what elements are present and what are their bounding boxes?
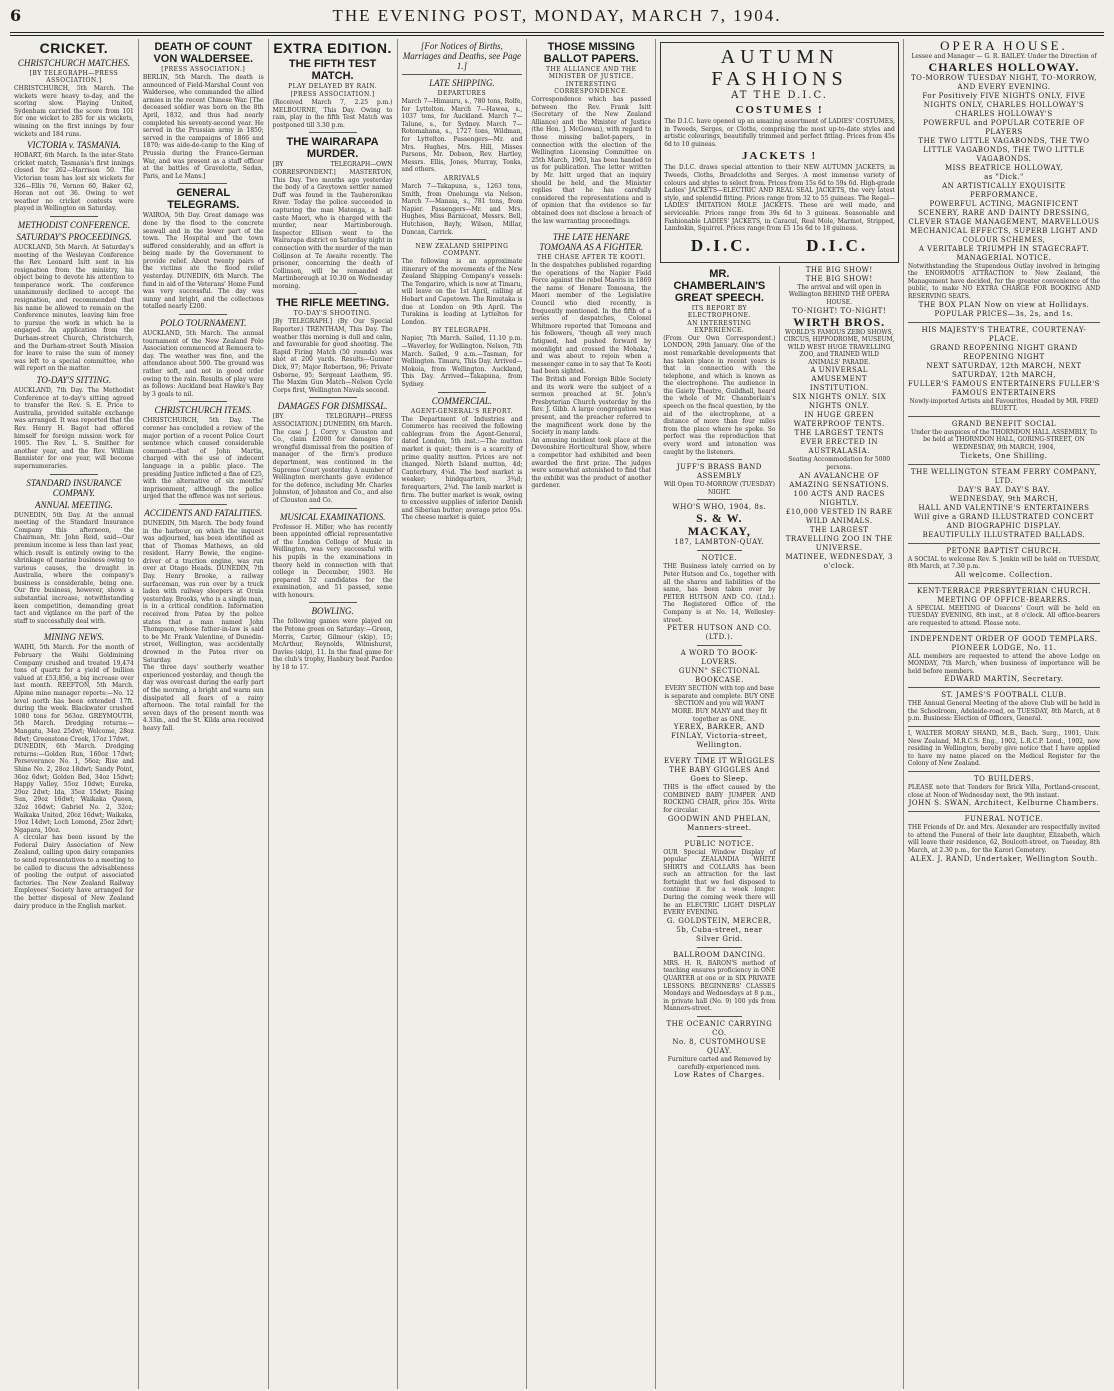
article-text: AUCKLAND, 5th March. At Saturday's meeting of the Wesleyan Conference the Rev. Leonard Isitt sent in his resignation from the ministry, his object being to devote his attention to temperance work. The conference unanimously declined to accept the resignation, and recommended that his name be allowed to remain on the Conference minutes, leaving him free to pursue the work in which he is engaged. An application from the Durham-street Church, Christchurch, and the Durham-street South Mission for leave to raise the sum of money was left to a special committee, who will report on the matter. (14, 243, 134, 373)
article-text: DUNEDIN, 5th March. The body found in the harbour, on which the inquest was adjourned, has been identified as that of Thomas Mathews, an old resident. Harry Bowie, the engine-driver of a traction engine, was run over at Otago Heads. DUNEDIN, 7th Day. Henry Brooke, a railway surfaceman, was run over by a truck laden with railway sleepers at Oruia yesterday. Brooks, who is a single man, is in a critical condition. Information received from Patea by the police states that a man named John Thompson, whose father-in-law is said to be Mr. Frank Valentine, of Dunedin-street, Wellington, was accidentally drowned in the Patea river on Saturday. (142, 519, 264, 664)
templars-signature: EDWARD MARTIN, Secretary. (944, 675, 1064, 684)
article-text: DUNEDIN, 5th Day. At the annual meeting of the Standard Insurance Company this afternoon, the Chairman, Mr. John Reid, said—Our premium income is less than last year, which result is entirely owing to the shrinkage of marine business owing to various causes, the drought in Australia, where the company's business is considerable, being one. Our fire business, however, shows a substantial increase, notwithstanding keen competition, demanding great tact and vigilance on the part of the staff to successfully deal with. (14, 511, 134, 625)
tickets-line: Tickets, One Shilling. (960, 451, 1048, 460)
builders-signature: JOHN S. SWAN, Architect, Kelburne Chambers. (908, 799, 1100, 808)
big-show-a: THE BIG SHOW! (805, 265, 873, 274)
lessee-line: Lessee and Manager — G. R. BAILEY. Under the Direction of (911, 53, 1097, 60)
article-text: WAIHI, 5th March. For the month of February the Waihi Goldmining Company crushed and treated 19,474 tons of quartz for a yield of bullion valued at £53,856, a big increase over last month. REEFTON, 5th March. Alpine mine manager reports:—No. 12 level north has been extended 17ft. during the week. Blackwater crushed 1080 tons for 563oz. GREYMOUTH, 5th March. Dredging returns:—Mangatu, 34oz 25dwt; Welcome, 28oz 8dwt; Greenstone Creek, 17oz 17dwt. (14, 644, 134, 743)
damages-heading: DAMAGES FOR DISMISSAL. (277, 401, 388, 412)
dic-logo-row (664, 236, 895, 256)
cricket-heading: CRICKET. (39, 40, 109, 56)
tomoana-heading: THE LATE HENARE TOMOANA AS A FIGHTER. (539, 232, 644, 253)
mining-heading: MINING NEWS. (43, 632, 104, 643)
beatrice-line: MISS BEATRICE HOLLOWAY, (945, 163, 1063, 172)
tents-line: IN HUGE GREEN WATERPROOF TENTS. (793, 411, 885, 429)
carrying-heading: THE OCEANIC CARRYING CO. (666, 1020, 773, 1037)
methodist-subheading: SATURDAY'S PROCEEDINGS. (16, 231, 132, 242)
tonight-line: TO-NIGHT! TO-NIGHT! (792, 306, 887, 315)
article-text: March 7—Takapuna, s., 1263 tons, Smith, from Onehunga via Nelson. March 7—Manaia, s., 781 tons, from Napier. Passengers—Mr. and Mrs. Hughes, Miss Barnicoat, Messrs. Bell, Hutchison, Bayly, Wilson, Millar, Duncan, Carrick. (401, 182, 523, 236)
football-heading: ST. JAMES'S FOOTBALL CLUB. (941, 691, 1067, 700)
column-4 (398, 39, 528, 1389)
ferry-heading: THE WELLINGTON STEAM FERRY COMPANY, LTD. (910, 467, 1097, 485)
tomoana-subheading: THE CHASE AFTER TE KOOTI. (536, 254, 646, 262)
advert-text: PLEASE note that Tenders for Brick Villa, Portland-crescent, close at Noon of Wednesday next, the 9th instant. (907, 784, 1101, 799)
welcome-line: All welcome. Collection. (955, 570, 1053, 579)
notice-heading: NOTICE. (701, 554, 738, 563)
article-text: The following is an approximate itinerary of the movements of the New Zealand Shipping Company's vessels: The Tongariro, which is now at Timaru, will leave on the 1st April, calling at Hobart and Capetown. The Rimutaka is due at London on 9th April. The Turakina is loading at Lyttelton for London. (401, 258, 523, 326)
templars-heading: INDEPENDENT ORDER OF GOOD TEMPLARS. (910, 634, 1098, 643)
ballot-subheading: THE ALLIANCE AND THE MINISTER OF JUSTICE. (545, 66, 637, 80)
advert-text: WORLD'S FAMOUS ZERO SHOWS, CIRCUS, HIPPODROME, MUSEUM, WILD WEST HUGE TRAVELLING ZOO, and TRAINED WILD ANIMALS' PARADE. (783, 328, 895, 366)
article-text: [BY TELEGRAPH—OWN CORRESPONDENT.] MASTERTON, This Day. Two months ago yesterday the body of a Greytown settler named Duff was found in the Tauherenikau River. Today the police succeeded in capturing the man Matenga, a half-caste Maori, who is charged with the murder, near Martinborough. Inspector Ellison went to the Wairarapa district on Saturday night in connection with the murder of the man Collinson at Te Awaite recently. The prisoner, concerning the death of Collinson, will be remanded at Martinborough at 10.30 on Wednesday morning. (272, 161, 393, 290)
wairarapa-murder-heading: THE WAIRARAPA MURDER. (286, 136, 379, 161)
kent-heading: KENT-TERRACE PRESBYTERIAN CHURCH. (916, 586, 1091, 595)
article-text: In the despatches published regarding the operations of the Napier Field Force against the rebel Maoris in 1869 the name of Henare Tomoana, the Maori member of the Legislative Council who died recently, is frequently mentioned. In the fifth of a series of despatches, Colonel Whitmore reported that Tomoana and his followers, 'though all very much fatigued, had pushed forward by moonlight and crossed the Mohaka,' and was about to rejoin when a messenger came in to say that Te Kooti had been sighted. (531, 262, 652, 376)
press-byline: [BY TELEGRAPH—PRESS ASSOCIATION.] (29, 70, 119, 84)
todays-sitting-heading: TO-DAY'S SITTING. (36, 375, 112, 385)
wednesday-line: WEDNESDAY, 9th MARCH, (949, 494, 1059, 503)
polo-heading: POLO TOURNAMENT. (160, 318, 247, 329)
zoo-line: THE LARGEST TRAVELLING ZOO IN THE UNIVERSE. (785, 525, 893, 552)
ballads-line: BEAUTIFULLY ILLUSTRATED BALLADS. (922, 530, 1086, 539)
beatrice-role: as "Dick." (984, 172, 1024, 181)
article-text: A circular has been issued by the Federal Dairy Association of New Zealand, calling upon dairy companies to send representatives to a meeting to be called to discuss the advisableness of pooling the output of associated factories. The New Zealand Railway Employees' Society have arranged for the better disposal of New Zealand dairy produce in the English market. (14, 834, 134, 910)
masthead (10, 6, 1104, 33)
largest-tents-line: THE LARGEST TENTS EVER ERECTED IN AUSTRALASIA. (794, 429, 884, 456)
article-text: The three days' southerly weather experienced yesterday, and though the day was overcast during the early part of the morning, a bright and warm sun dissipated all fears of a rainy afternoon. The total rainfall for the seven days of the present month was 4.33in., and the St. Kilda area received heavy fall. (142, 664, 264, 732)
holloway-name: CHARLES HOLLOWAY. (928, 59, 1080, 74)
advert-text: Notwithstanding the Stupendous Outlay involved in bringing the ENORMOUS ATTRACTION to New Zealand, the Management have decided, for the greater convenience of the public, to make NO EXTRA CHARGE FOR BOOKING AND RESERVING SEATS. (907, 262, 1101, 300)
advert-text: ALL members are requested to attend the above Lodge on MONDAY, 7th March, when business of importance will be held before members. (907, 652, 1101, 675)
benefit-heading: GRAND BENEFIT SOCIAL (951, 419, 1057, 428)
popular-prices-line: POPULAR PRICES—3s, 2s, and 1s. (934, 309, 1074, 318)
next-saturday-line: NEXT SATURDAY, 12th MARCH, NEXT SATURDAY, 12th MARCH, (926, 361, 1082, 379)
press-byline: [PRESS ASSOCIATION.] (161, 66, 246, 73)
column-1 (10, 39, 139, 1389)
advert-text: I, WALTER MORAY SHAND, M.B., Bach. Surg., 1901, Univ. New Zealand, M.R.C.S. Eng., 1902, L.R.C.P. Lond., 1902, now residing in Wellington, hereby give notice that I have applied to have my name placed on the Medical Register for the Colony of New Zealand. (907, 730, 1101, 768)
veritable-line: A VERITABLE TRIUMPH IN STAGECRAFT. (918, 244, 1089, 253)
box-plan-line: THE BOX PLAN Now on view at Hollidays. (918, 300, 1090, 309)
article-text: DUNEDIN, 6th March. Dredging returns:—Golden Run, 160oz 17dwt; Perseverance No. 1, 56oz; Rise and Shine No. 2, 28oz 18dwt; Sandy Point, 36oz 6dwt; Golden Bed, 34oz 15dwt; Happy Valley, 55oz 10dwt; Eureka, 29oz 2dwt; Ida, 35oz 15dwt; Rising Sun, 29oz 16dwt; Waikaka Queen, 32oz 16dwt; Gabriel No. 2, 32oz; Waikaka United, 20oz 16dwt; Waikaka, 19oz 14dwt; Loch Lomond, 25oz 2dwt; Ngapara, 10oz. (14, 743, 134, 834)
petone-heading: PETONE BAPTIST CHURCH. (946, 546, 1062, 555)
advert-text: Under the auspices of the THORNDON HALL ASSEMBLY, To be held at THORNDON HALL, GORING-STREET, ON WEDNESDAY, 9th MARCH, 1904, (911, 428, 1097, 451)
biographic-line: AND BIOGRAPHIC DISPLAY. (946, 521, 1062, 530)
his-majestys-heading: HIS MAJESTY'S THEATRE, COURTENAY-PLACE. (921, 325, 1087, 343)
whos-who-heading: WHO'S WHO, 1904, 8s. (672, 503, 767, 512)
article-text: AUCKLAND, 5th March. The annual tournament of the New Zealand Polo Association commenced at Remuera to-day. The weather was fine, and the attendance about 500. The ground was rather soft, and not in good order owing to the rain. Results of play were as follows: Auckland beat Hawke's Bay by 3 goals to nil. (142, 330, 264, 398)
bowling-heading: BOWLING. (311, 606, 354, 617)
dic-logo-left: D.I.C. (690, 235, 753, 255)
article-text: The British and Foreign Bible Society and its work were the subject of a sermon preached at St. John's Presbyterian Church yesterday by the Rev. J. Gibb. A large congregation was present, and the preacher referred to the magnificent work done by the Society in many lands. (531, 376, 652, 437)
big-show-b: THE BIG SHOW! (805, 274, 873, 283)
hall-valentine-line: HALL AND VALENTINE'S ENTERTAINERS (918, 503, 1090, 512)
rain-subheading: PLAY DELAYED BY RAIN. (288, 83, 378, 90)
advert-text: Newly-imported Artists and Favourites, Headed by MR. FRED BLUETT. (909, 397, 1099, 413)
article-text: WAIROA, 5th Day. Great damage was done by the flood to the concrete seawall and in the lower part of the town. The Hospital and the town suffered considerably, and an effort is being made by the Government to provide relief. About twenty pairs of the victims ate the flood relief yesterday. DUNEDIN, 6th March. The fund in aid of the Veterans' Home Fund was very successful. The day was sunny and bright, and the collections totalled nearly £200. (142, 212, 264, 311)
ballot-heading: THOSE MISSING BALLOT PAPERS. (543, 41, 639, 65)
mackay-name: S. & W. MACKAY, (687, 511, 751, 539)
article-text: The following games were played on the Petone green on Saturday:—Green, Morris, Carter, Gilmour (skip), 15; McArthur, Reynolds, Wilmshurst, Davies (skip), 11. In the final game for the club's trophy, Hanbury beat Pardoe by 18 to 17. (272, 618, 393, 672)
advert-text: THE Friends of Dr. and Mrs. Alexander are respectfully invited to attend the Funeral of their late daughter, Elizabeth, which will leave their residence, 62, Boulcott-street, on Tuesday, 8th March, at 2.30 p.m., for the Karori Cemetery. (907, 824, 1101, 854)
column-2 (139, 39, 269, 1389)
autumn-fashions-at: AT THE D.I.C. (731, 90, 828, 101)
six-nights-line: SIX NIGHTS ONLY. SIX NIGHTS ONLY. (792, 393, 887, 411)
tomorrow-line: TO-MORROW TUESDAY NIGHT, TO-MORROW, AND EVERY EVENING. (910, 73, 1097, 91)
advert-text: EVERY SECTION with top and base is separate and complete. BUY ONE SECTION and you will WANT MORE. BUY MANY and they fit together as ONE. (664, 685, 775, 723)
births-note: [For Notices of Births, Marriages and Deaths, see Page 1.] (402, 41, 522, 71)
newspaper-title: THE EVENING POST, MONDAY, MARCH 7, 1904. (332, 6, 782, 25)
article-text: CHRISTCHURCH, 5th Day. The coroner has concluded a review of the major portion of a recent Police Court sentence which caused considerable comment—that of John Martin, charged with the use of indecent language in a public place. The presiding Justice inflicted a fine of £25, with the alternative of six months' imprisonment, although the police urged that the offence was not serious. (142, 417, 264, 501)
advert-text: The D.I.C. have opened up an amazing assortment of LADIES' COSTUMES, in Tweeds, Serges, or Cloths, comprising the most up-to-date styles and artistic colourings, beautifully trimmed and perfect fitting. Prices from 45s 6d to 10 guineas. (664, 118, 895, 148)
money-line: £10,000 VESTED IN RARE WILD ANIMALS. (785, 507, 893, 525)
hutson-signature: PETER HUTSON AND CO. (LTD.). (667, 624, 772, 642)
jackets-heading: JACKETS ! (741, 150, 818, 163)
advert-text: THE Annual General Meeting of the above Club will be held in the Schoolroom, Adelaide-road, on TUESDAY, 8th March, at 8 p.m. Business: Election of Officers, General. (907, 700, 1101, 723)
article-text: The Department of Industries and Commerce has received the following cablegram from the Agent-General, dated London, 5th inst.:—The mutton market is quiet; there is a scarcity of prime quality mutton. Prices are not changed. North Island mutton, 4d; Canterbury, 4¼d. The beef market is weaker; hindquarters, 3¾d; forequarters, 2¾d. The lamb market is firm. The butter market is weak, owing to excessive supplies of inferior Danish and Siberian butter; average price 95s. The cheese market is quiet. (401, 415, 523, 522)
article-text: HOBART, 6th March. In the inter-State cricket match, Tasmania's first innings closed for 262—Harrison 50. The Victorian team has lost six wickets for 326—Ellis 76, Vernon 60, Baker 62, Horan not out 36. Owing to wet weather no cricket contests were played in Wellington on Saturday. (14, 152, 134, 213)
acts-line: 100 ACTS AND RACES NIGHTLY. (793, 489, 885, 507)
advert-text: A SPECIAL MEETING of Deacons' Court will be held on TUESDAY EVENING, 8th inst., at 8 o'clock. All office-bearers are requested to attend. Please note. (907, 604, 1101, 627)
christchurch-items-heading: CHRISTCHURCH ITEMS. (154, 405, 253, 416)
funeral-signature: ALEX. J. RAND, Undertaker, Wellington South. (910, 854, 1098, 863)
rifle-meeting-heading: THE RIFLE MEETING. (276, 297, 390, 310)
shipping-heading: LATE SHIPPING. (429, 78, 495, 88)
standard-insurance-heading: STANDARD INSURANCE COMPANY. (26, 477, 122, 498)
article-text: (Received March 7, 2.25 p.m.) MELBOURNE, This Day. Owing to rain, play in the fifth Test Match was postponed till 3.30 p.m. (272, 99, 393, 129)
article-text: Correspondence which has passed between the Rev. Frank Isitt (Secretary of the New Zealand Alliance) and the Minister of Justice (the Hon. J. McGowan), with regard to those missing ballot-papers, in connection with the election of the Wellington Licensing Committee on 25th March, 1903, has been handed to us for publication. The letter written by Mr. Isitt urged that an inquiry should be held, and the Minister replies that he has carefully considered the representations and is of opinion that the evidence so far obtained does not disclose a breach of the law warranting proceedings. (531, 96, 652, 225)
column-6-left (660, 266, 779, 1080)
wirth-bros-name: WIRTH BROS. (793, 314, 886, 329)
chamberlain-heading: MR. CHAMBERLAIN'S GREAT SPEECH. (673, 267, 766, 304)
chamberlain-subheading-2: AN INTERESTING EXPERIENCE. (687, 319, 752, 334)
yerex-signature: YEREX, BARKER, AND FINLAY, Victoria-street, Wellington. (671, 723, 768, 750)
templars-subheading: PIONEER LODGE, No. 11. (951, 643, 1057, 652)
advert-text: THIS is the effect caused by the COMBINED BABY JUMPER AND ROCKING CHAIR, price 35s. Write for circular. (663, 784, 776, 814)
vagabonds-line: THE TWO LITTLE VAGABONDS, THE TWO LITTLE VAGABONDS, THE TWO LITTLE VAGABONDS. (918, 136, 1090, 163)
musical-heading: MUSICAL EXAMINATIONS. (279, 511, 386, 522)
rates-line: Low Rates of Charges. (673, 1071, 765, 1080)
advert-text: MRS. H. R. BARON'S method of teaching ensures proficiency in ONE QUARTER at one or in SIX PRIVATE LESSONS. BEGINNERS' CLASSES Mondays and Wednesdays at 8 p.m., in private hall (No. 9) 100 yds from Manners-street. (663, 959, 776, 1013)
nzs-heading: NEW ZEALAND SHIPPING COMPANY. (415, 243, 509, 258)
cricket-subheading: CHRISTCHURCH MATCHES. (17, 58, 130, 68)
goodwin-signature: GOODWIN AND PHELAN, Manners-street. (667, 814, 771, 832)
ballot-subheading-2: INTERESTING CORRESPONDENCE. (554, 81, 629, 95)
victoria-heading: VICTORIA v. TASMANIA. (27, 140, 121, 151)
chamberlain-subheading: ITS REPORT BY ELECTROPHONE. (687, 304, 751, 319)
baby-heading: EVERY TIME IT WRIGGLES THE BABY GIGGLES And Goes to Sleep. (663, 757, 775, 784)
fifth-test-heading: THE FIFTH TEST MATCH. (288, 58, 377, 82)
public-notice-heading: PUBLIC NOTICE. (684, 839, 755, 848)
methodist-heading: METHODIST CONFERENCE. (17, 219, 131, 230)
funeral-heading: FUNERAL NOTICE. (964, 815, 1044, 824)
autumn-fashions-title: AUTUMN FASHIONS (711, 46, 848, 90)
article-text: CHRISTCHURCH, 5th March. The wickets were heavy to-day, and the scoring slow. Playing United, Sydenham carried the score from 101 for one wicket to 285 for six wickets, winning on the first innings by four wickets and 184 runs. (14, 85, 134, 138)
artistic-line: AN ARTISTICALLY EXQUISITE PERFORMANCE. (942, 181, 1066, 199)
costumes-heading: COSTUMES ! (735, 104, 824, 116)
telegraph-heading: BY TELEGRAPH. (432, 327, 492, 335)
advert-text: Will Open TO-MORROW (TUESDAY) NIGHT. (663, 481, 775, 496)
universal-line: A UNIVERSAL AMUSEMENT INSTITUTION. (809, 366, 869, 393)
goldstein-signature: G. GOLDSTEIN, MERCER, 5b, Cuba-street, near Silver Grid. (666, 916, 772, 943)
dic-fashion-advert (660, 42, 899, 263)
carrying-address: No. 8, CUSTOMHOUSE QUAY. (672, 1038, 767, 1055)
dic-logo-right: D.I.C. (806, 235, 869, 255)
article-text: (From Our Own Correspondent.) LONDON, 29th January. One of the most remarkable developments that has taken place in recent years is that in connection with the telephone, and which is known as the electrophone. The audience in the Gaiety Theatre, Guildhall, heard the whole of Mr. Chamberlain's speech on the fiscal question, by the aid of the electrophone, at a distance of more than four miles from the place where he spoke. So perfect was the reproduction that every word and intonation was caught by the listeners. (663, 334, 776, 456)
press-byline: [PRESS ASSOCIATION.] (290, 91, 375, 98)
reopening-line: GRAND REOPENING NIGHT GRAND REOPENING NIGHT (930, 343, 1078, 361)
commercial-subheading: AGENT-GENERAL'S REPORT. (410, 407, 513, 415)
column-5 (527, 39, 656, 1389)
advert-text: The D.I.C. draws special attention to their NEW AUTUMN JACKETS, in Tweeds, Cloths, Broadcloths and Serges. A most immense variety of colours and styles to select from. Prices from 15s 6d to 59s 6d. High-grade Ladies' JACKETS—ELECTRIC AND REAL SEAL JACKETS, the very latest style, and splendid fitting. Prices range from 32 to 55 guineas. The Regal—LADIES' IMITATION MOLE JACKETS. These are well made, and serviceable. Prices range from 39s 6d to 3 guineas. Seasonable and Fashionable LADIES' JACKETS, in Caracul, Real Mole, Marmot, Stripped, Lambskin, Squirrel. Prices range from £5 15s 6d to 18 guineas. (664, 164, 895, 233)
article-text: An amusing incident took place at the Devonshire Horticultural Show, where a competitor had exhibited and been awarded the first prize. The judges were somewhat astonished to find that the exhibit was the product of another gardener. (531, 436, 652, 490)
advert-text: A SOCIAL to welcome Rev. S. Jenkin will be held on TUESDAY, 8th March, at 7.30 p.m. (907, 555, 1101, 571)
article-text: AUCKLAND, 7th Day. The Methodist Conference at to-day's sitting agreed to transfer the Rev. S. E. Price to Australia, provided suitable exchange was arranged. It was reported that the Rev. Henry H. Bagot had offered himself for foreign mission work for 1905. The Rev. L. S. Smither for another year, and the Rev. William Bannister for one year, will become supernumeraries. (14, 387, 134, 470)
column-6-right (780, 266, 899, 1080)
days-bay-line: DAY'S BAY. DAY'S BAY. (957, 485, 1051, 494)
article-text: BERLIN, 5th March. The death is announced of Field-Marshal Count von Waldersee, who commanded the allied armies in the recent Chinese War. [The deceased soldier was born on the 8th April, 1832, and thus had nearly completed his seventy-second year. He served in the Prussian army in 1850; served in the campaigns of 1866 and 1870; was aide-de-camp to the King of Prussia during the Franco-German War, and was present as a staff officer at the battles of Gravelotte, Sedan, Paris, and Le Mans.] (142, 74, 264, 180)
arrivals-label: ARRIVALS (443, 174, 480, 182)
managerial-heading: MANAGERIAL NOTICE. (956, 253, 1052, 262)
standard-insurance-subheading: ANNUAL MEETING. (35, 499, 113, 510)
accidents-heading: ACCIDENTS AND FATALITIES. (144, 507, 263, 518)
matinee-line: MATINEE, WEDNESDAY, 3 o'clock. (785, 552, 893, 570)
column-6-split (660, 266, 899, 1080)
article-text: March 7—Himauru, s., 780 tons, Rolfe, for Lyttelton. March 7—Hawea, s., 1037 tons, for Auckland. March 7—Talune, s., for Sydney. March 7—Rotomahana, s., 1727 tons, Wildman, for Lyttelton. Passengers—Mr. and Mrs. Hughes, Mrs. Hill, Misses Parsons, Mr. Dobson, Rev. Hartley, Messrs. Ellis, Jones, Murray, Tonks, and others. (401, 98, 523, 174)
grand-concert-line: Will give a GRAND ILLUSTRATED CONCERT (913, 512, 1094, 521)
mackay-address: 187, LAMBTON-QUAY. (674, 538, 765, 547)
article-text: [BY TELEGRAPH—PRESS ASSOCIATION.] DUNEDIN, 6th March. The case J. J. Corry v. Clouston and Co., claim £2000 for damages for wrongful dismissal from the position of manager of the firm's produce department, was continued in the Supreme Court yesterday. A number of Wellington merchants gave evidence for the defence, including Mr. Charles Johnston, of Johnston and Co., and also of Clouston and Co. (272, 413, 393, 504)
opera-house-heading: OPERA HOUSE. (940, 39, 1068, 53)
cast-line: POWERFUL ACTING, MAGNIFICENT SCENERY, RARE AND DAINTY DRESSING, CLEVER STAGE MANAGEMENT, MARVELLOUS MECHANICAL EFFECTS, SUPERB LIGHT AND COLOUR SCHEMES, (908, 199, 1100, 244)
ballroom-heading: BALLROOM DANCING. (672, 950, 766, 959)
gunn-heading: GUNN" SECTIONAL BOOKCASE. (678, 667, 760, 685)
kent-subheading: MEETING OF OFFICE-BEARERS. (937, 595, 1071, 604)
rifle-subheading: TO-DAY'S SHOOTING. (293, 310, 372, 318)
juffs-heading: JUFF'S BRASS BAND ASSEMBLY (676, 463, 762, 481)
builders-heading: TO BUILDERS. (974, 775, 1034, 784)
avalanche-line: AN AVALANCHE OF AMAZING SENSATIONS. (789, 471, 890, 489)
fullers-line: FULLER'S FAMOUS ENTERTAINERS FULLER'S FAMOUS ENTERTAINERS (907, 379, 1100, 397)
column-7 (904, 39, 1104, 1389)
article-text: Professor H. Miller, who has recently been appointed official representative of the London College of Music in Wellington, was very successful with his pupils in the examinations in theory held in connection with that college in December, 1903. He prepared 52 candidates for the examination, and 51 passed, some with honours. (272, 523, 393, 599)
article-text: [By TELEGRAPH.] (By Our Special Reporter.) TRENTHAM, This Day. The weather this morning is dull and calm, and favourable for good shooting. The Rapid Firing Match (50 rounds) was shot at 200 yards. Results—Gunner Dick, 97; Major Robertson, 96; Private Osborne, 95; Sergeant Leathem, 95. The Maxim Gun Match—Nelson Cycle Corps first, Wellington Navals second. (272, 318, 393, 394)
extra-edition-heading: EXTRA EDITION. (273, 40, 392, 56)
powerful-line: POWERFUL and POPULAR COTERIE OF PLAYERS (923, 118, 1085, 136)
column-3 (269, 39, 398, 1389)
advert-text: The arrival and will open in Wellington BEHIND THE OPERA HOUSE. (788, 283, 890, 306)
commercial-heading: COMMERCIAL. (431, 395, 493, 406)
general-telegrams-heading: GENERAL TELEGRAMS. (167, 187, 240, 212)
column-6 (656, 39, 904, 1389)
article-text: Napier, 7th March. Sailed, 11.10 p.m.—Waverley, for Wellington. Nelson, 7th March. Sailed, 9 a.m.—Tasman, for Wellington. Timaru, This Day. Arrived—Mokoia, from Wellington. Auckland, This Day. Arrived—Takapuna, from Sydney. (401, 335, 523, 388)
advert-text: Furniture carted and Removed by carefully-experienced men. (667, 1056, 771, 1071)
seating-line: Seating Accommodation for 5000 persons. (788, 456, 891, 472)
page-number: 6 (10, 6, 22, 25)
waldersee-heading: DEATH OF COUNT VON WALDERSEE. (153, 41, 254, 65)
positively-line: For Positively FIVE NIGHTS ONLY, FIVE NIGHTS ONLY, CHARLES HOLLOWAY'S CHARLES HOLLOWAY'S (922, 91, 1086, 118)
departures-label: DEPARTURES (437, 90, 487, 97)
book-lovers-heading: A WORD TO BOOK-LOVERS. (680, 649, 758, 667)
notice-text: THE Business lately carried on by Peter Hutson and Co., together with all the shares and liabilities of the same, has been taken over by PETER HUTSON AND CO. (Ltd.). The Registered Office of the Company is at No. 14, Wellesley-street. (663, 563, 776, 624)
advert-text: OUR Special Window Display of popular ZEALANDIA WHITE SHIRTS and COLLARS has been such an attraction for the last fortnight that we feel disposed to continue it for a week longer. During the coming week there will be an ELECTRIC LIGHT DISPLAY EVERY EVENING. (663, 848, 776, 917)
